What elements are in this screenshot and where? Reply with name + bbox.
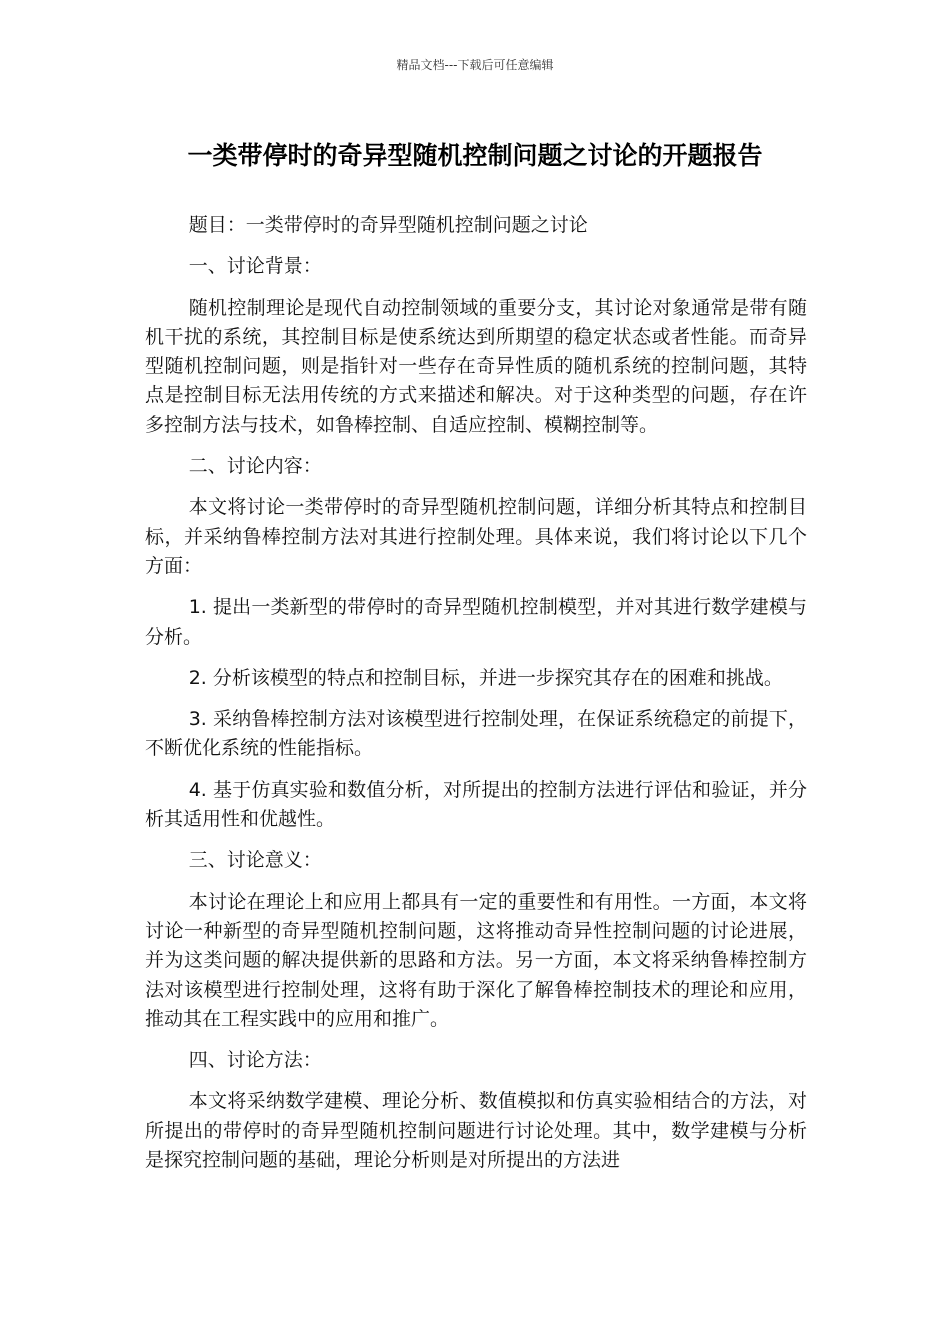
list-item-3: 3. 采纳鲁棒控制方法对该模型进行控制处理，在保证系统稳定的前提下，不断优化系统的性能指标。 (145, 708, 807, 760)
document-body (145, 211, 807, 1187)
paragraph-significance: 本讨论在理论上和应用上都具有一定的重要性和有用性。一方面，本文将讨论一种新型的奇异型随机控制问题，这将推动奇异性控制问题的讨论进展，并为这类问题的解决提供新的思路和方法。另一方面，本文将采纳鲁棒控制方法对该模型进行控制处理，这将有助于深化了解鲁棒控制技术的理论和应用，推动其在工程实践中的应用和推广。 (145, 890, 807, 1030)
list-item-2: 2. 分析该模型的特点和控制目标，并进一步探究其存在的困难和挑战。 (188, 666, 783, 689)
list-item-4: 4. 基于仿真实验和数值分析，对所提出的控制方法进行评估和验证，并分析其适用性和优越性。 (145, 778, 807, 831)
section-heading-method: 四、讨论方法： (188, 1049, 322, 1072)
section-heading-content: 二、讨论内容： (188, 455, 322, 478)
paragraph-content-intro: 本文将讨论一类带停时的奇异型随机控制问题，详细分析其特点和控制目标，并采纳鲁棒控制方法对其进行控制处理。具体来说，我们将讨论以下几个方面： (145, 496, 807, 577)
paragraph-background: 随机控制理论是现代自动控制领域的重要分支，其讨论对象通常是带有随机干扰的系统，其控制目标是使系统达到所期望的稳定状态或者性能。而奇异型随机控制问题，则是指针对一些存在奇异性质的随机系统的控制问题，其特点是控制目标无法用传统的方式来描述和解决。对于这种类型的问题，存在许多控制方法与技术，如鲁棒控制、自适应控制、模糊控制等。 (145, 296, 807, 436)
document-title: 一类带停时的奇异型随机控制问题之讨论的开题报告 (187, 141, 763, 170)
section-heading-background: 一、讨论背景： (188, 255, 322, 278)
paragraph-method: 本文将采纳数学建模、理论分析、数值模拟和仿真实验相结合的方法，对所提出的带停时的奇异型随机控制问题进行讨论处理。其中，数学建模与分析是探究控制问题的基础，理论分析则是对所提出的方法进 (145, 1090, 807, 1172)
topic-line: 题目：一类带停时的奇异型随机控制问题之讨论 (188, 214, 588, 236)
section-heading-significance: 三、讨论意义： (188, 849, 322, 872)
list-item-1: 1. 提出一类新型的带停时的奇异型随机控制模型，并对其进行数学建模与分析。 (145, 596, 807, 648)
header-note: 精品文档---下载后可任意编辑 (396, 58, 554, 72)
